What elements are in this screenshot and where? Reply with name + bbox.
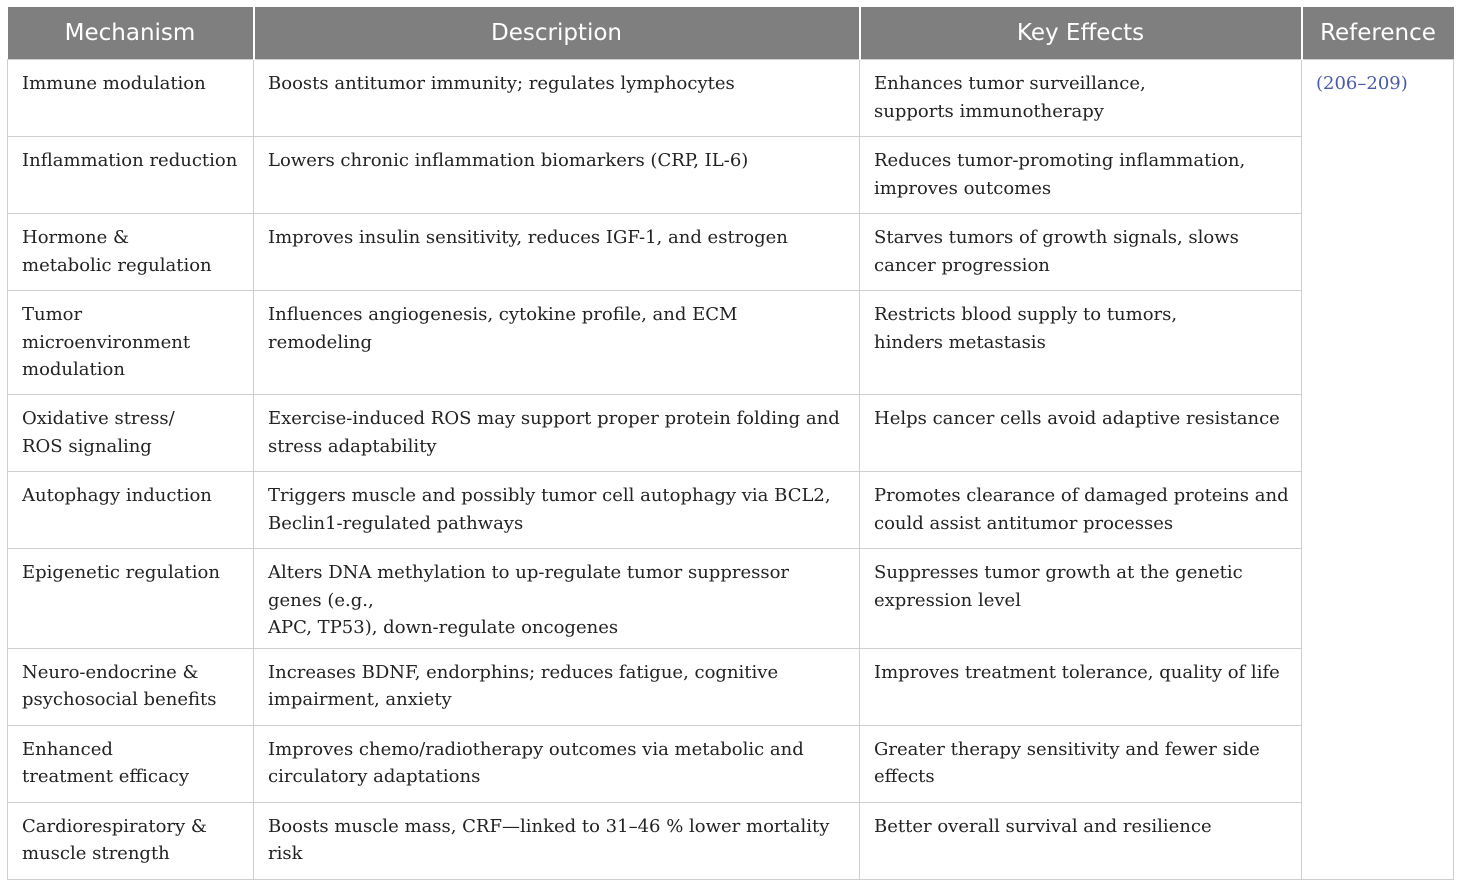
mechanism-cell xyxy=(8,472,254,549)
mechanism-text: Immune modulation xyxy=(22,73,206,94)
description-cell xyxy=(254,395,860,472)
effects-cell xyxy=(860,137,1302,214)
header-key-effects: Key Effects xyxy=(860,7,1302,60)
effects-cell xyxy=(860,648,1302,725)
header-reference: Reference xyxy=(1302,7,1454,60)
mechanism-text: Oxidative stress/ ROS signaling xyxy=(22,408,175,457)
effects-text: Suppresses tumor growth at the genetic expression level xyxy=(874,562,1243,611)
mechanism-text: Tumor microenvironment modulation xyxy=(22,304,191,380)
table-row xyxy=(8,137,1454,214)
mechanism-text: Neuro-endocrine & psychosocial benefits xyxy=(22,661,217,710)
description-text: Increases BDNF, endorphins; reduces fatigue, cognitive impairment, anxiety xyxy=(268,661,779,710)
description-cell xyxy=(254,60,860,137)
mechanism-text: Epigenetic regulation xyxy=(22,562,220,583)
mechanism-cell xyxy=(8,291,254,395)
effects-text: Enhances tumor surveillance, supports immunotherapy xyxy=(874,73,1146,122)
mechanism-text: Hormone & metabolic regulation xyxy=(22,227,212,276)
table-container xyxy=(7,7,1453,880)
effects-cell xyxy=(860,802,1302,879)
description-cell xyxy=(254,137,860,214)
mechanism-cell xyxy=(8,214,254,291)
effects-text: Starves tumors of growth signals, slows cancer progression xyxy=(874,227,1239,276)
description-cell xyxy=(254,648,860,725)
header-mechanism: Mechanism xyxy=(8,7,254,60)
mechanism-text: Autophagy induction xyxy=(22,485,212,506)
mechanism-table xyxy=(7,7,1454,880)
table-row xyxy=(8,725,1454,802)
table-row xyxy=(8,802,1454,879)
mechanism-text: Cardiorespiratory & muscle strength xyxy=(22,815,207,864)
effects-text: Improves treatment tolerance, quality of life xyxy=(874,661,1280,683)
description-text: Improves insulin sensitivity, reduces IGF-1, and estrogen xyxy=(268,227,788,248)
effects-text: Better overall survival and resilience xyxy=(874,815,1212,837)
header-row xyxy=(8,7,1454,60)
effects-cell xyxy=(860,214,1302,291)
mechanism-cell xyxy=(8,395,254,472)
reference-close-paren: ) xyxy=(1400,73,1408,94)
table-row xyxy=(8,291,1454,395)
description-text: Exercise-induced ROS may support proper protein folding and stress adaptability xyxy=(268,408,840,457)
effects-cell xyxy=(860,291,1302,395)
description-text: Improves chemo/radiotherapy outcomes via metabolic and circulatory adaptations xyxy=(268,738,804,787)
description-cell xyxy=(254,291,860,395)
mechanism-cell xyxy=(8,802,254,879)
table-row xyxy=(8,214,1454,291)
effects-text: Promotes clearance of damaged proteins and could assist antitumor processes xyxy=(874,485,1289,534)
mechanism-cell xyxy=(8,60,254,137)
description-text: Boosts antitumor immunity; regulates lymphocytes xyxy=(268,73,735,94)
effects-text: Reduces tumor-promoting inflammation, improves outcomes xyxy=(874,150,1246,199)
description-cell xyxy=(254,549,860,649)
effects-cell xyxy=(860,395,1302,472)
mechanism-text: Enhanced treatment efficacy xyxy=(22,738,189,787)
description-text: Triggers muscle and possibly tumor cell autophagy via BCL2, Beclin1-regulated pathways xyxy=(268,485,831,534)
table-row xyxy=(8,60,1454,137)
reference-open-paren: ( xyxy=(1316,73,1324,94)
description-text: Influences angiogenesis, cytokine profile, and ECM remodeling xyxy=(268,304,738,353)
effects-cell xyxy=(860,549,1302,649)
table-row xyxy=(8,395,1454,472)
reference-cell xyxy=(1302,60,1454,880)
table-row xyxy=(8,549,1454,649)
effects-cell xyxy=(860,60,1302,137)
mechanism-cell xyxy=(8,137,254,214)
header-description: Description xyxy=(254,7,860,60)
effects-text: Greater therapy sensitivity and fewer side effects xyxy=(874,738,1260,787)
table-row xyxy=(8,648,1454,725)
effects-cell xyxy=(860,472,1302,549)
description-cell xyxy=(254,802,860,879)
reference-link[interactable]: 206–209 xyxy=(1323,73,1401,94)
description-cell xyxy=(254,472,860,549)
mechanism-cell xyxy=(8,648,254,725)
table-row xyxy=(8,472,1454,549)
mechanism-cell xyxy=(8,725,254,802)
description-text: Boosts muscle mass, CRF—linked to 31–46 % lower mortality risk xyxy=(268,815,830,864)
mechanism-cell xyxy=(8,549,254,649)
description-text: Alters DNA methylation to up-regulate tumor suppressor genes (e.g., APC, TP53), down-regulate oncogenes xyxy=(268,562,790,638)
description-cell xyxy=(254,214,860,291)
effects-text: Helps cancer cells avoid adaptive resistance xyxy=(874,408,1280,429)
effects-cell xyxy=(860,725,1302,802)
description-text: Lowers chronic inflammation biomarkers (CRP, IL-6) xyxy=(268,150,749,171)
description-cell xyxy=(254,725,860,802)
effects-text: Restricts blood supply to tumors, hinders metastasis xyxy=(874,304,1178,353)
mechanism-text: Inflammation reduction xyxy=(22,150,238,171)
